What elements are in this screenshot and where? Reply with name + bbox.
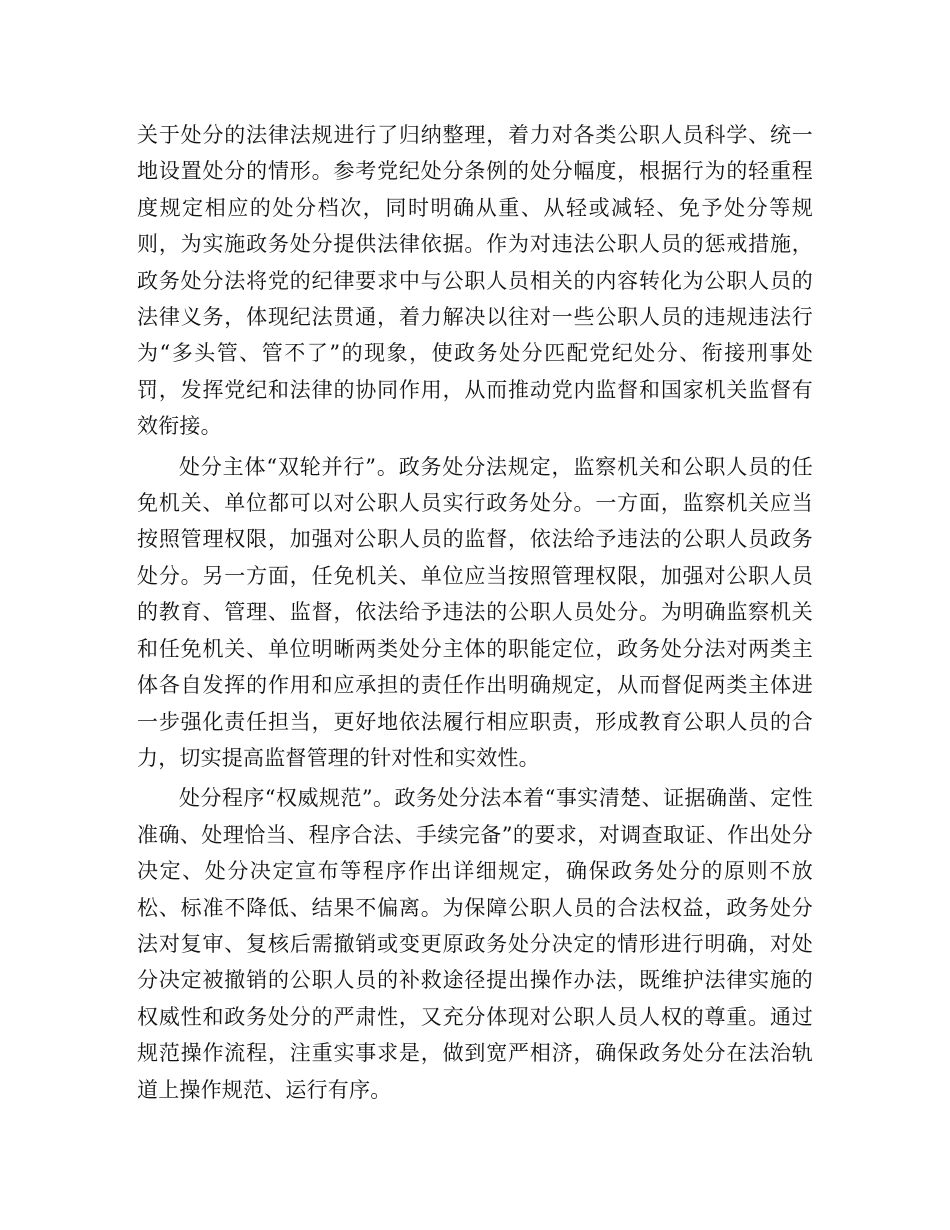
paragraph-procedure: 处分程序“权威规范”。政务处分法本着“事实清楚、证据确凿、定性准确、处理恰当、程序合法、手续完备”的要求，对调查取证、作出处分决定、处分决定宣布等程序作出详细规定，确保政务处分的原则不放松、标准不降低、结果不偏离。为保障公职人员的合法权益，政务处分法对复审、复核后需撤销或变更原政务处分决定的情形进行明确，对处分决定被撤销的公职人员的补救途径提出操作办法，既维护法律实施的权威性和政务处分的严肃性，又充分体现对公职人员人权的尊重。通过规范操作流程，注重实事求是，做到宽严相济，确保政务处分在法治轨道上操作规范、运行有序。: [137, 786, 813, 1102]
document-page: [137, 117, 813, 1112]
paragraph-continuation: 关于处分的法律法规进行了归纳整理，着力对各类公职人员科学、统一地设置处分的情形。参考党纪处分条例的处分幅度，根据行为的轻重程度规定相应的处分档次，同时明确从重、从轻或减轻、免予处分等规则，为实施政务处分提供法律依据。作为对违法公职人员的惩戒措施，政务处分法将党的纪律要求中与公职人员相关的内容转化为公职人员的法律义务，体现纪法贯通，着力解决以往对一些公职人员的违规违法行为“多头管、管不了”的现象，使政务处分匹配党纪处分、衔接刑事处罚，发挥党纪和法律的协同作用，从而推动党内监督和国家机关监督有效衔接。: [137, 123, 813, 439]
paragraph-subject: 处分主体“双轮并行”。政务处分法规定，监察机关和公职人员的任免机关、单位都可以对公职人员实行政务处分。一方面，监察机关应当按照管理权限，加强对公职人员的监督，依法给予违法的公职人员政务处分。另一方面，任免机关、单位应当按照管理权限，加强对公职人员的教育、管理、监督，依法给予违法的公职人员处分。为明确监察机关和任免机关、单位明晰两类处分主体的职能定位，政务处分法对两类主体各自发挥的作用和应承担的责任作出明确规定，从而督促两类主体进一步强化责任担当，更好地依法履行相应职责，形成教育公职人员的合力，切实提高监督管理的针对性和实效性。: [137, 454, 813, 770]
